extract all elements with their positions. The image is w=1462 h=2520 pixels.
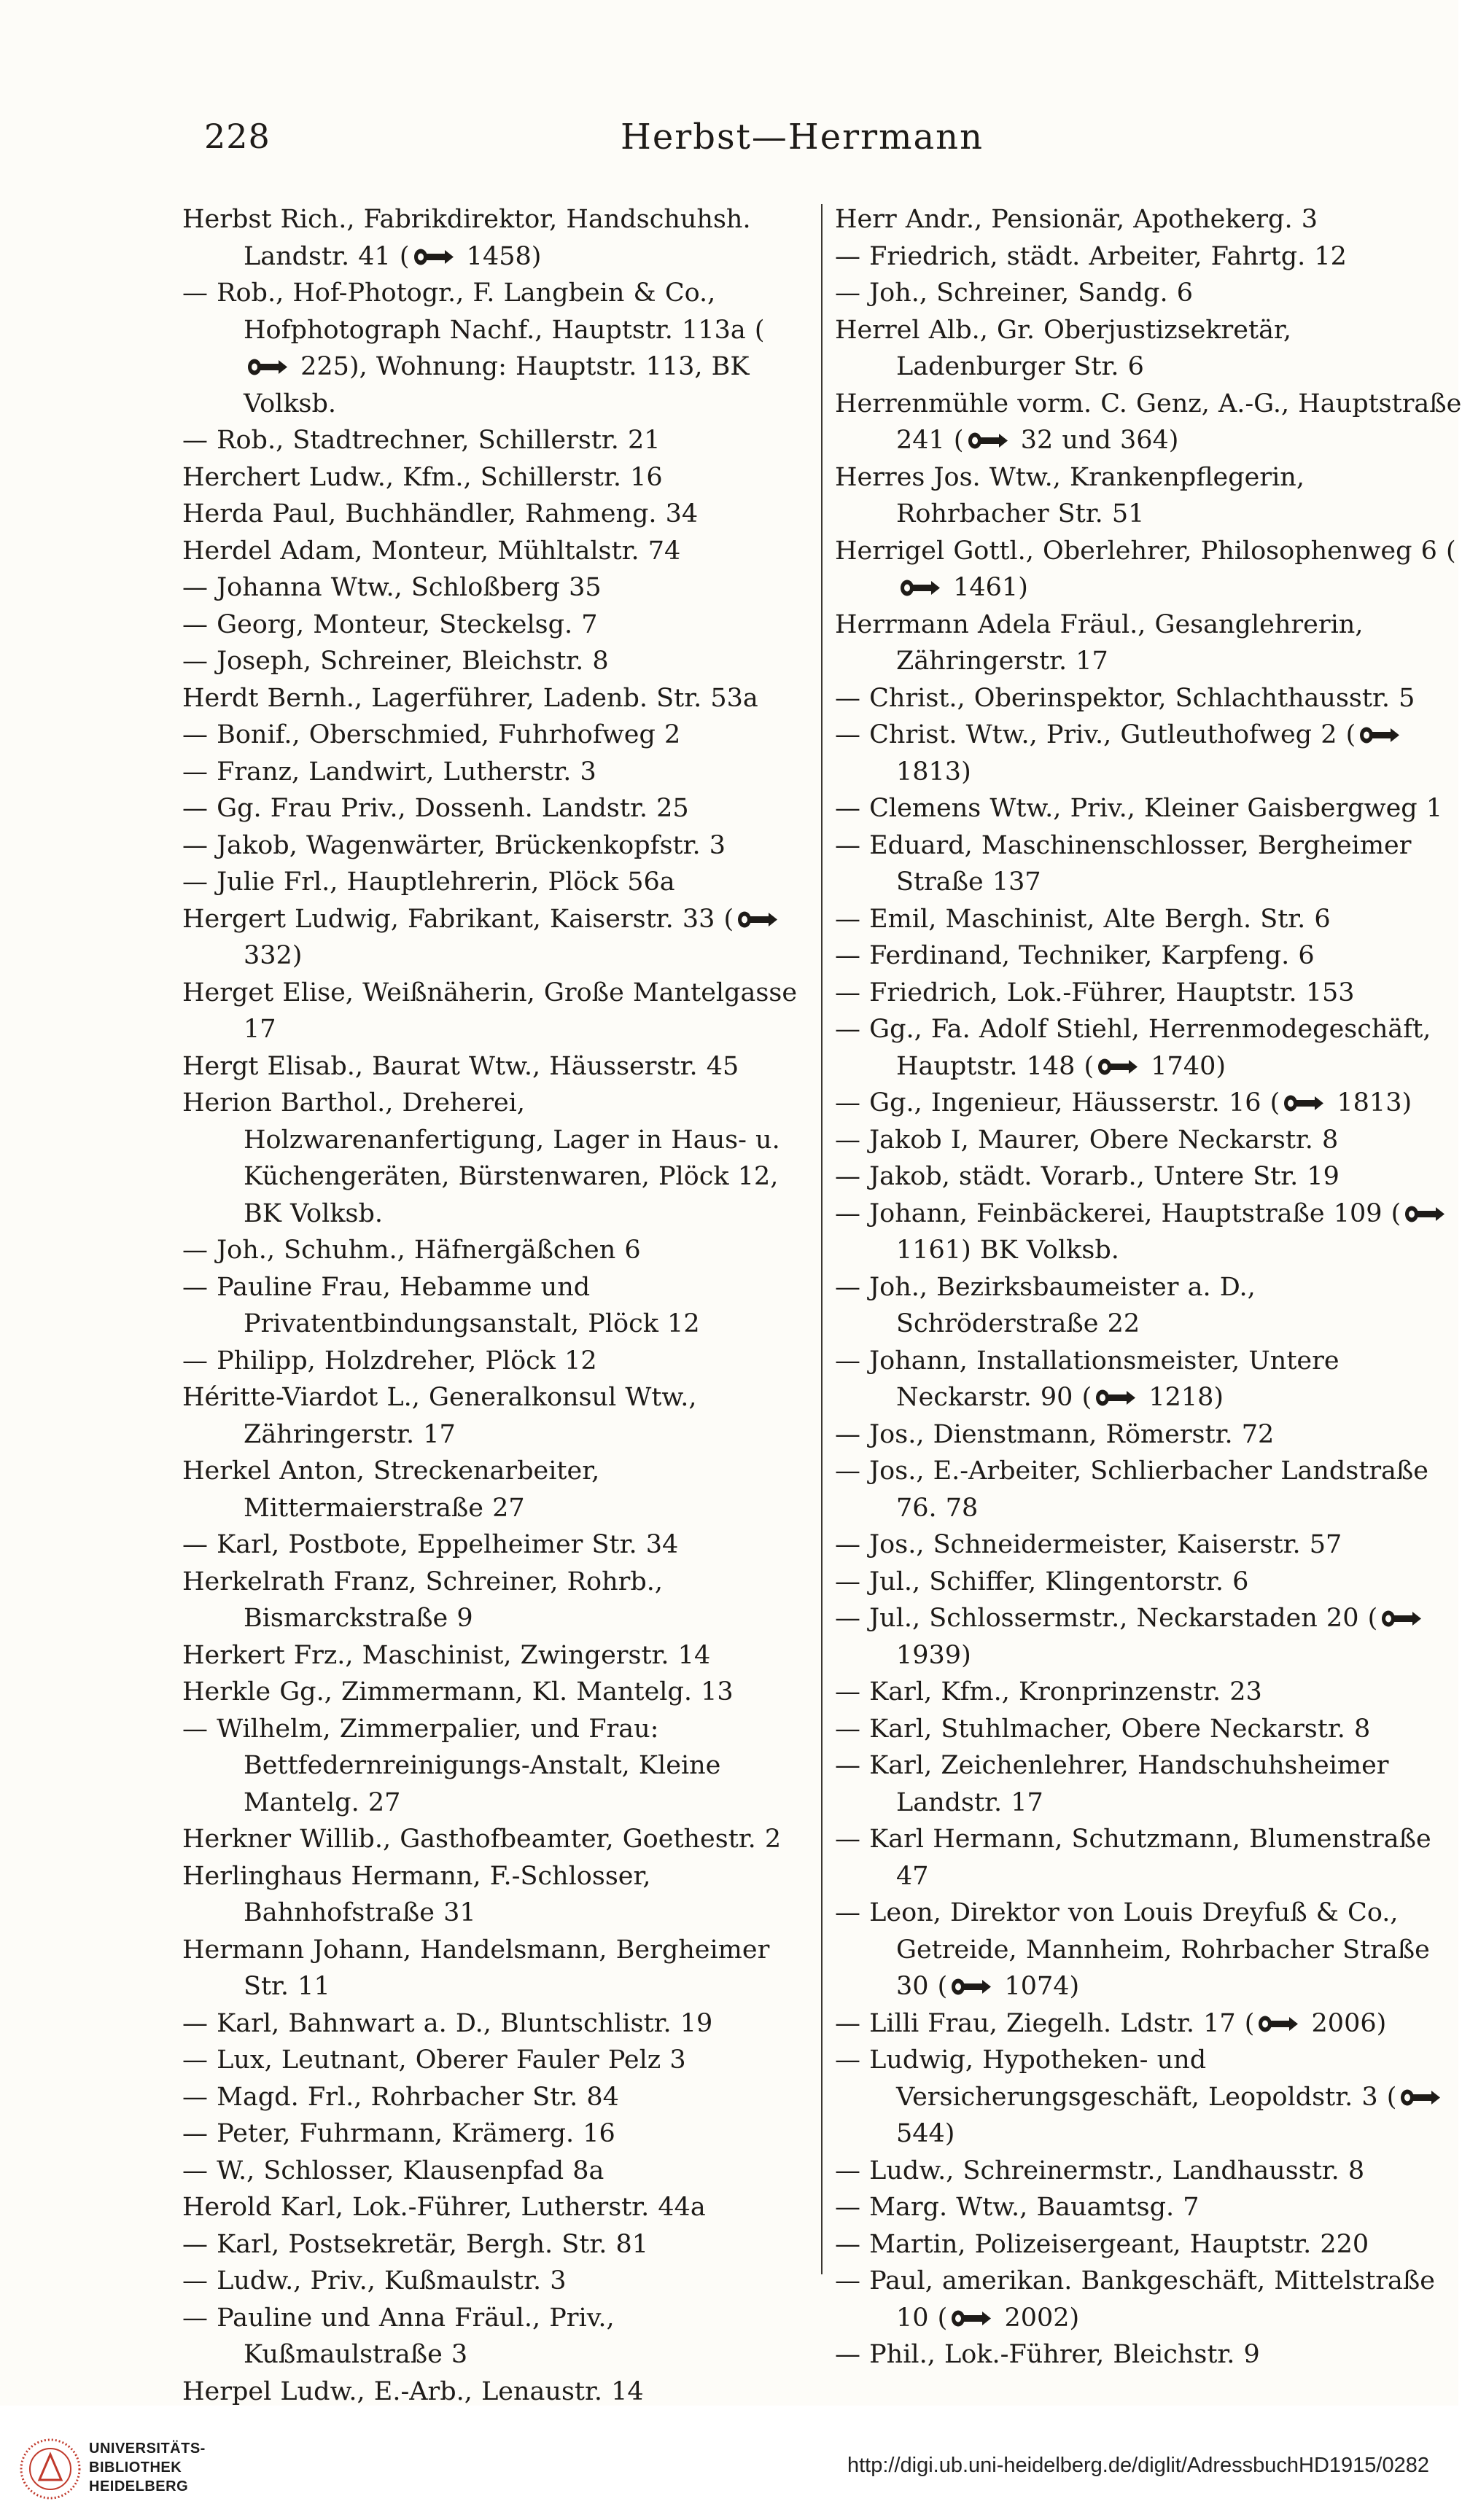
entry-text: Hergt Elisab., Baurat Wtw., Häusserstr. 45	[182, 1051, 739, 1081]
entry-text: — Lux, Leutnant, Oberer Fauler Pelz 3	[182, 2045, 686, 2075]
entry-text: 1458)	[457, 241, 542, 271]
telephone-icon	[1094, 1388, 1137, 1408]
entry-text: Herrmann Adela Fräul., Gesanglehrerin, Zähringerstr. 17	[835, 609, 1364, 676]
telephone-icon	[899, 578, 941, 598]
entry-text: — Karl, Postsekretär, Bergh. Str. 81	[182, 2229, 649, 2259]
library-logo	[18, 2436, 83, 2502]
entry-text: — Friedrich, städt. Arbeiter, Fahrtg. 12	[835, 241, 1347, 271]
directory-entry	[835, 312, 1462, 386]
directory-entry	[182, 790, 809, 827]
directory-entry	[835, 201, 1462, 238]
entry-text: Herrenmühle vorm. C. Genz, A.-G., Hauptstraße 241 (	[835, 389, 1462, 455]
entry-text: — Joh., Bezirksbaumeister a. D., Schröderstraße 22	[835, 1272, 1256, 1338]
directory-entry	[835, 2336, 1462, 2373]
entry-text: — Gg. Frau Priv., Dossenh. Landstr. 25	[182, 794, 689, 823]
entry-text: — Martin, Polizeisergeant, Hauptstr. 220	[835, 2229, 1369, 2259]
directory-entry	[182, 827, 809, 865]
entry-text: — Jakob, städt. Vorarb., Untere Str. 19	[835, 1162, 1339, 1191]
entry-text: — Joseph, Schreiner, Bleichstr. 8	[182, 647, 609, 676]
telephone-icon	[967, 431, 1009, 450]
entry-text: — Friedrich, Lok.-Führer, Hauptstr. 153	[835, 978, 1355, 1007]
entry-text: Herrel Alb., Gr. Oberjustizsekretär, Ladenburger Str. 6	[835, 315, 1291, 381]
entry-text: 1161) BK Volksb.	[896, 1236, 1119, 1265]
entry-text: 2006)	[1302, 2008, 1387, 2038]
directory-entry	[182, 754, 809, 791]
entry-text: — Johann, Installationsmeister, Untere Neckarstr. 90 (	[835, 1346, 1339, 1412]
entry-text: — Ferdinand, Techniker, Karpfeng. 6	[835, 941, 1315, 970]
telephone-icon	[1358, 725, 1401, 745]
directory-entry	[835, 1122, 1462, 1159]
library-name-line: HEIDELBERG	[89, 2478, 189, 2494]
entry-text: — Christ., Oberinspektor, Schlachthausstr. 5	[835, 683, 1415, 713]
entry-text: — Gg., Fa. Adolf Stiehl, Herrenmodegeschäft, Hauptstr. 148 (	[835, 1015, 1431, 1081]
entry-text: — Paul, amerikan. Bankgeschäft, Mittelstraße 10 (	[835, 2266, 1435, 2333]
entry-text: — Georg, Monteur, Steckelsg. 7	[182, 609, 598, 639]
directory-entry	[182, 2226, 809, 2263]
telephone-icon	[413, 247, 455, 267]
directory-entry	[835, 1343, 1462, 1416]
entry-text: — Eduard, Maschinenschlosser, Bergheimer Straße 137	[835, 830, 1412, 897]
entry-text: — Karl, Postbote, Eppelheimer Str. 34	[182, 1530, 679, 1559]
entry-text: 1813)	[1328, 1088, 1412, 1117]
directory-entry	[835, 1526, 1462, 1564]
telephone-icon	[950, 1977, 992, 1997]
source-url-link[interactable]: http://digi.ub.uni-heidelberg.de/diglit/AdressbuchHD1915/0282	[847, 2454, 1429, 2477]
directory-entry	[182, 1821, 809, 1858]
telephone-icon	[1257, 2014, 1299, 2034]
entry-text: 1939)	[896, 1640, 971, 1670]
entry-text: — Bonif., Oberschmied, Fuhrhofweg 2	[182, 720, 681, 749]
directory-entry	[182, 2005, 809, 2043]
entry-text: Herr Andr., Pensionär, Apothekerg. 3	[835, 205, 1318, 234]
directory-entry	[182, 2115, 809, 2153]
entry-text: Herpel Ludw., E.-Arb., Lenaustr. 14	[182, 2376, 644, 2406]
directory-entry	[835, 827, 1462, 901]
telephone-icon	[1404, 1204, 1446, 1224]
entry-text: — Marg. Wtw., Bauamtsg. 7	[835, 2193, 1199, 2222]
directory-entry	[835, 1747, 1462, 1821]
library-name-line: BIBLIOTHEK	[89, 2459, 182, 2476]
directory-entry	[182, 2189, 809, 2226]
entry-text: Herold Karl, Lok.-Führer, Lutherstr. 44a	[182, 2193, 706, 2222]
entry-text: — Karl, Kfm., Kronprinzenstr. 23	[835, 1677, 1262, 1706]
directory-entry	[835, 1564, 1462, 1601]
directory-entry	[182, 2153, 809, 2190]
directory-entry	[835, 937, 1462, 975]
entry-text: Herkel Anton, Streckenarbeiter, Mittermaierstraße 27	[182, 1456, 600, 1523]
entry-text: — Franz, Landwirt, Lutherstr. 3	[182, 757, 596, 787]
directory-entry	[835, 790, 1462, 827]
directory-entry	[182, 2263, 809, 2300]
telephone-icon	[950, 2309, 992, 2328]
entry-text: — Johanna Wtw., Schloßberg 35	[182, 573, 602, 602]
entry-text: — Julie Frl., Hauptlehrerin, Plöck 56a	[182, 867, 675, 897]
library-name-line: UNIVERSITÄTS-	[89, 2441, 206, 2457]
entry-text: — Ludwig, Hypotheken- und Versicherungsgeschäft, Leopoldstr. 3 (	[835, 2045, 1397, 2112]
directory-entry	[182, 2079, 809, 2116]
directory-entry	[182, 1526, 809, 1564]
directory-entry	[182, 2042, 809, 2079]
entry-text: — Leon, Direktor von Louis Dreyfuß & Co., Getreide, Mannheim, Rohrbacher Straße 30 (	[835, 1898, 1430, 2001]
directory-entry	[835, 1416, 1462, 1454]
entry-text: 1218)	[1140, 1383, 1224, 1412]
entry-text: Herda Paul, Buchhändler, Rahmeng. 34	[182, 499, 699, 528]
entry-text: Herlinghaus Hermann, F.-Schlosser, Bahnhofstraße 31	[182, 1861, 651, 1927]
directory-entry	[835, 2153, 1462, 2190]
entry-text: — Jakob I, Maurer, Obere Neckarstr. 8	[835, 1125, 1339, 1155]
entry-text: 1461)	[944, 573, 1028, 602]
footer	[0, 2406, 1458, 2520]
directory-entry	[835, 1600, 1462, 1674]
entry-text: Herkner Willib., Gasthofbeamter, Goethestr. 2	[182, 1825, 782, 1854]
entry-text: — Phil., Lok.-Führer, Bleichstr. 9	[835, 2340, 1260, 2369]
directory-entry	[182, 975, 809, 1048]
entry-text: Hermann Johann, Handelsmann, Bergheimer Str. 11	[182, 1935, 770, 2001]
entry-text: 2002)	[995, 2303, 1080, 2333]
entry-text: — Johann, Feinbäckerei, Hauptstraße 109 (	[835, 1198, 1401, 1228]
directory-entry	[182, 1711, 809, 1822]
entry-text: Herchert Ludw., Kfm., Schillerstr. 16	[182, 462, 663, 492]
directory-entry	[835, 901, 1462, 938]
telephone-icon	[1399, 2088, 1442, 2107]
directory-entry	[182, 1674, 809, 1711]
directory-entry	[835, 1453, 1462, 1526]
entry-text: — Wilhelm, Zimmerpalier, und Frau: Bettfedernreinigungs-Anstalt, Kleine Mantelg. 27	[182, 1714, 721, 1817]
page-title: Herbst—Herrmann	[621, 117, 984, 157]
directory-entry	[182, 1232, 809, 1269]
running-head	[204, 117, 1400, 168]
directory-entry	[835, 1711, 1462, 1748]
directory-entry	[182, 1343, 809, 1380]
directory-entry	[182, 680, 809, 717]
telephone-icon	[736, 910, 779, 929]
entry-text: — Clemens Wtw., Priv., Kleiner Gaisbergweg 1	[835, 794, 1443, 823]
library-name	[89, 2439, 206, 2496]
entry-text: — Philipp, Holzdreher, Plöck 12	[182, 1346, 597, 1376]
directory-entry	[835, 275, 1462, 312]
entry-text: — Karl, Zeichenlehrer, Handschuhsheimer Landstr. 17	[835, 1751, 1389, 1817]
directory-entry	[835, 2189, 1462, 2226]
entry-text: — Gg., Ingenieur, Häusserstr. 16 (	[835, 1088, 1280, 1117]
entry-text: Herget Elise, Weißnäherin, Große Mantelgasse 17	[182, 978, 798, 1044]
directory-entry	[182, 1564, 809, 1637]
directory-entry	[182, 643, 809, 680]
directory-entry	[835, 975, 1462, 1012]
directory-entry	[835, 1158, 1462, 1195]
entry-text: — Rob., Hof-Photogr., F. Langbein & Co., Hofphotograph Nachf., Hauptstr. 113a (	[182, 278, 765, 345]
directory-entry	[182, 1637, 809, 1674]
telephone-icon	[1097, 1057, 1139, 1077]
entry-text: 32 und 364)	[1011, 426, 1179, 455]
directory-entry	[835, 238, 1462, 276]
directory-entry	[835, 1269, 1462, 1343]
directory-entry	[835, 1821, 1462, 1895]
directory-entry	[182, 569, 809, 606]
directory-entry	[182, 1932, 809, 2005]
entry-text: Herkle Gg., Zimmermann, Kl. Mantelg. 13	[182, 1677, 734, 1706]
directory-entry	[835, 2042, 1462, 2153]
directory-entry	[835, 2263, 1462, 2336]
directory-entry	[835, 680, 1462, 717]
directory-entry	[835, 1195, 1462, 1269]
entry-text: — Emil, Maschinist, Alte Bergh. Str. 6	[835, 904, 1331, 934]
entry-text: — Jul., Schlossermstr., Neckarstaden 20 (	[835, 1604, 1378, 1633]
column-divider	[821, 204, 823, 2274]
directory-entry	[835, 717, 1462, 790]
entry-text: Herkelrath Franz, Schreiner, Rohrb., Bismarckstraße 9	[182, 1567, 664, 1633]
directory-entry	[182, 496, 809, 533]
directory-entry	[835, 459, 1462, 533]
entry-text: 332)	[244, 941, 303, 970]
directory-entry	[835, 386, 1462, 459]
directory-entry	[182, 533, 809, 570]
entry-text: — Joh., Schuhm., Häfnergäßchen 6	[182, 1236, 641, 1265]
directory-entry	[835, 1674, 1462, 1711]
directory-entry	[835, 1011, 1462, 1085]
entry-text: — Jos., Dienstmann, Römerstr. 72	[835, 1419, 1275, 1449]
entry-text: Herkert Frz., Maschinist, Zwingerstr. 14	[182, 1640, 711, 1670]
directory-entry	[182, 1085, 809, 1232]
entry-text: — Ludw., Schreinermstr., Landhausstr. 8	[835, 2156, 1365, 2185]
entry-text: — Jul., Schiffer, Klingentorstr. 6	[835, 1567, 1249, 1596]
entry-text: — Karl, Bahnwart a. D., Bluntschlistr. 19	[182, 2008, 713, 2038]
entry-text: 1813)	[896, 757, 971, 787]
directory-entry	[835, 606, 1462, 680]
entry-text: — Jos., E.-Arbeiter, Schlierbacher Landstraße 76. 78	[835, 1456, 1429, 1523]
directory-entry	[182, 201, 809, 275]
left-column	[182, 201, 809, 2406]
entry-text: 544)	[896, 2119, 955, 2148]
directory-entry	[835, 533, 1462, 606]
entry-text: Herrigel Gottl., Oberlehrer, Philosophenweg 6 (	[835, 536, 1456, 566]
entry-text: Herres Jos. Wtw., Krankenpflegerin, Rohrbacher Str. 51	[835, 462, 1304, 528]
directory-entry	[182, 606, 809, 644]
entry-text: — Karl Hermann, Schutzmann, Blumenstraße 47	[835, 1825, 1431, 1891]
directory-entry	[182, 2373, 809, 2411]
directory-entry	[182, 1048, 809, 1085]
entry-text: — Joh., Schreiner, Sandg. 6	[835, 278, 1194, 308]
entry-text: — Jos., Schneidermeister, Kaiserstr. 57	[835, 1530, 1342, 1559]
entry-text: — Christ. Wtw., Priv., Gutleuthofweg 2 (	[835, 720, 1356, 749]
directory-entry	[182, 275, 809, 422]
telephone-icon	[1380, 1609, 1423, 1628]
directory-entry	[182, 422, 809, 459]
directory-entry	[835, 1895, 1462, 2005]
right-column	[835, 201, 1462, 2369]
directory-entry	[182, 1269, 809, 1343]
directory-entry	[182, 864, 809, 901]
entry-text: — Lilli Frau, Ziegelh. Ldstr. 17 (	[835, 2008, 1255, 2038]
entry-text: — Magd. Frl., Rohrbacher Str. 84	[182, 2082, 619, 2112]
directory-entry	[182, 1858, 809, 1932]
entry-text: — W., Schlosser, Klausenpfad 8a	[182, 2156, 604, 2185]
directory-entry	[182, 717, 809, 754]
directory-entry	[182, 901, 809, 975]
telephone-icon	[1283, 1093, 1325, 1113]
entry-text: Hergert Ludwig, Fabrikant, Kaiserstr. 33 (	[182, 904, 734, 934]
entry-text: Herbst Rich., Fabrikdirektor, Handschuhsh. Landstr. 41 (	[182, 205, 751, 271]
entry-text: 1740)	[1142, 1051, 1226, 1081]
entry-text: Herdel Adam, Monteur, Mühltalstr. 74	[182, 536, 681, 566]
entry-text: — Jakob, Wagenwärter, Brückenkopfstr. 3	[182, 830, 726, 860]
directory-entry	[182, 459, 809, 496]
directory-entry	[182, 1379, 809, 1453]
entry-text: — Pauline Frau, Hebamme und Privatentbindungsanstalt, Plöck 12	[182, 1272, 700, 1338]
entry-text: Herdt Bernh., Lagerführer, Ladenb. Str. 53a	[182, 683, 758, 713]
page-number: 228	[204, 117, 271, 156]
entry-text: 225), Wohnung: Hauptstr. 113, BK Volksb.	[244, 352, 750, 418]
entry-text: — Karl, Stuhlmacher, Obere Neckarstr. 8	[835, 1714, 1371, 1744]
entry-text: — Pauline und Anna Fräul., Priv., Kußmaulstraße 3	[182, 2303, 615, 2369]
directory-entry	[835, 2005, 1462, 2043]
directory-entry	[182, 1453, 809, 1526]
directory-entry	[835, 1085, 1462, 1122]
entry-text: — Ludw., Priv., Kußmaulstr. 3	[182, 2266, 567, 2295]
directory-entry	[182, 2300, 809, 2373]
entry-text: — Peter, Fuhrmann, Krämerg. 16	[182, 2119, 615, 2148]
telephone-icon	[246, 357, 289, 377]
entry-text: Héritte-Viardot L., Generalkonsul Wtw., Zähringerstr. 17	[182, 1383, 697, 1449]
directory-entry	[835, 2226, 1462, 2263]
entry-text: — Rob., Stadtrechner, Schillerstr. 21	[182, 426, 661, 455]
entry-text: 1074)	[995, 1972, 1080, 2001]
entry-text: Herion Barthol., Dreherei, Holzwarenanfertigung, Lager in Haus- u. Küchengeräten, Bürstenwaren, Plöck 12, BK Volksb.	[182, 1088, 780, 1228]
